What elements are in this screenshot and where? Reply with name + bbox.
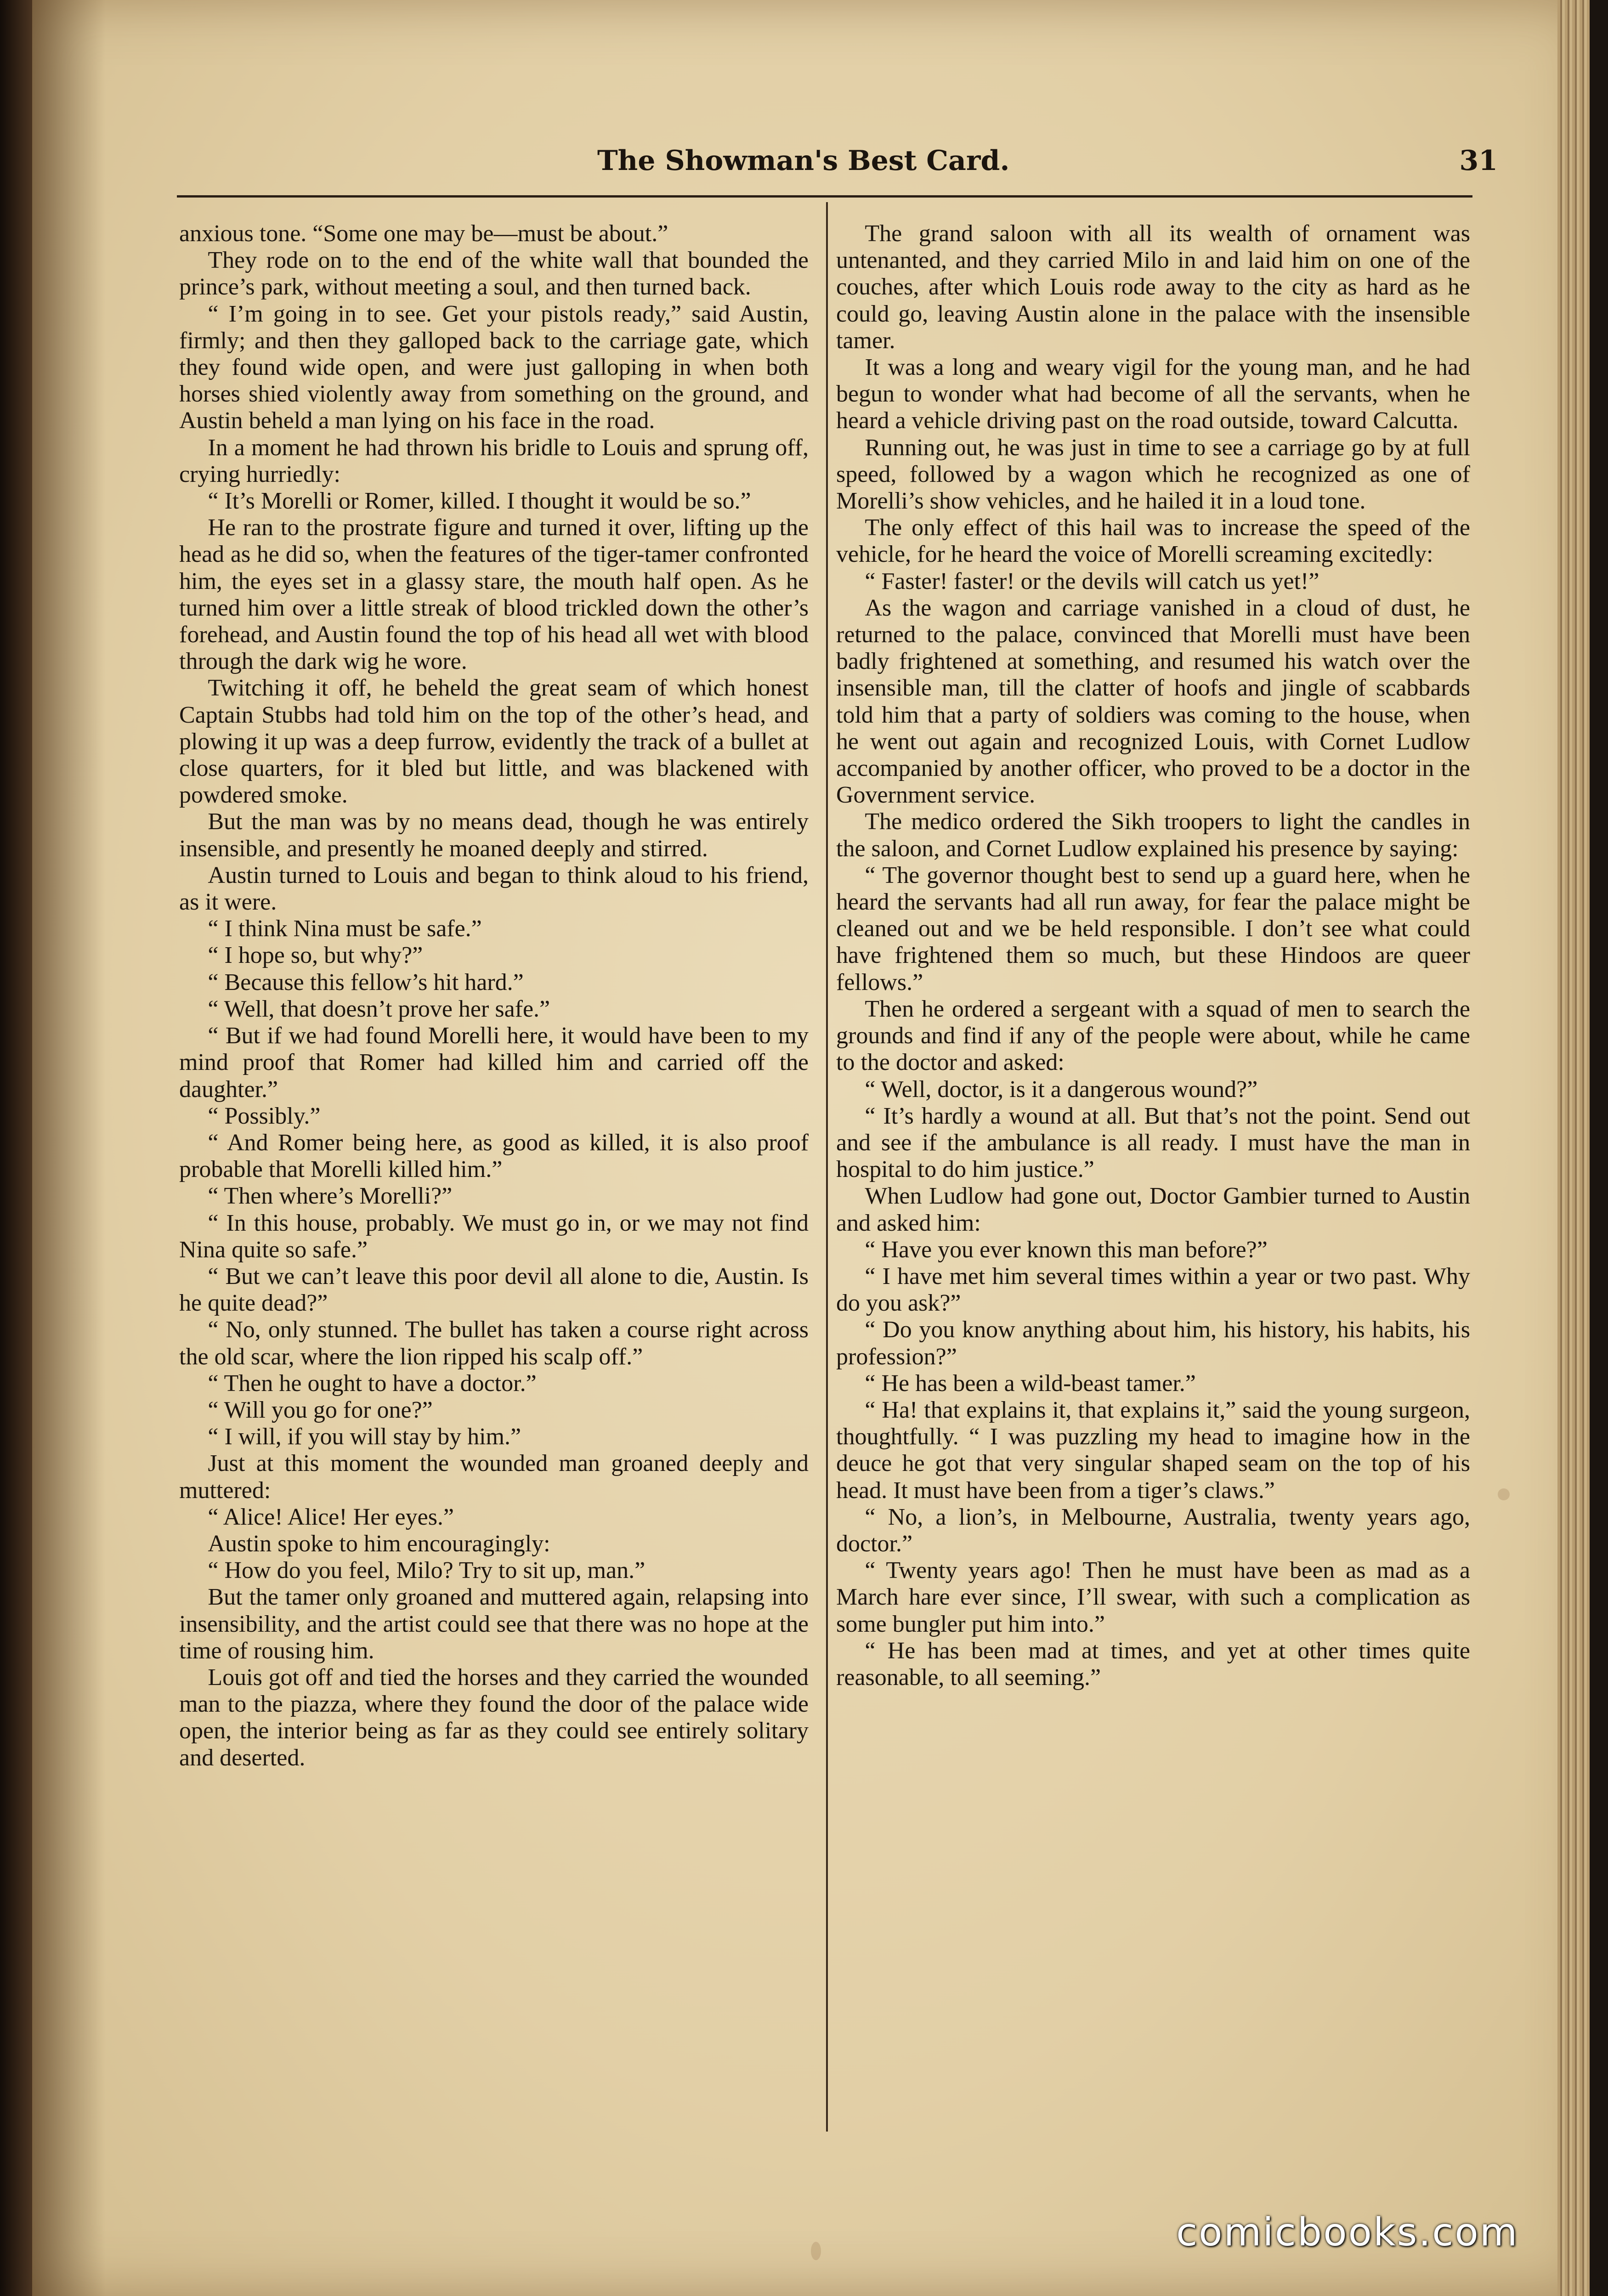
paragraph: “ Well, that doesn’t prove her safe.” [208,995,550,1022]
paragraph: “ I have met him several times within a year or two past. Why do you ask?” [836,1263,1470,1317]
paragraph: “ How do you feel, Milo? Try to sit up, man.” [208,1557,645,1584]
paragraph: “ Have you ever known this man before?” [865,1236,1268,1263]
scan-background-left [0,0,32,2296]
paragraph: Then he ordered a sergeant with a squad of men to search the grounds and find if any of the people were about, while he came to the doctor and asked: [836,995,1470,1076]
ink-spot [811,2242,821,2260]
paragraph: Twitching it off, he beheld the great seam of which honest Captain Stubbs had told him on the top of the other’s head, and plowing it up was a deep furrow, evidently the track of a bullet at close quarters, for it bled but little, and was blackened with powdered smoke. [179,675,809,809]
paragraph: Just at this moment the wounded man groaned deeply and muttered: [179,1450,809,1504]
paragraph: “ Ha! that explains it, that explains it,” said the young surgeon, thoughtfully. “ I was puzzling my head to imagine how in the deuce he got that very singular shaped seam on the top of his head. It must have been from a tiger’s claws.” [836,1397,1470,1504]
page-number: 31 [1459,145,1498,177]
paragraph: But the man was by no means dead, though he was entirely insensible, and presently he moaned deeply and stirred. [179,809,809,862]
paragraph: “ Because this fellow’s hit hard.” [208,969,524,995]
paragraph: The grand saloon with all its wealth of ornament was untenanted, and they carried Milo in and laid him on one of the couches, after which Louis rode away to the city as hard as he could go, leaving Austin alone in the palace with the insensible tamer. [836,221,1470,354]
watermark: comicbooks.com [1176,2210,1519,2255]
paragraph: “ Faster! faster! or the devils will catch us yet!” [865,568,1319,594]
column-divider [826,202,828,2132]
paragraph: “ I hope so, but why?” [208,942,423,969]
page-gutter-shadow [32,0,106,2296]
paragraph: “ Then where’s Morelli?” [208,1183,453,1210]
paragraph: He ran to the prostrate figure and turned it over, lifting up the head as he did so, when the features of the tiger-tamer confronted him, the eyes set in a glassy stare, the mouth half open. As he turned him over a little streak of blood trickled down the other’s forehead, and Austin found the top of his head all wet with blood through the dark wig he wore. [179,515,809,675]
paragraph: anxious tone. “Some one may be—must be about.” [179,221,668,247]
paragraph: “ But if we had found Morelli here, it would have been to my mind proof that Romer had killed him and carried off the daughter.” [179,1023,809,1103]
paragraph: “ It’s Morelli or Romer, killed. I thought it would be so.” [208,488,751,515]
paragraph: When Ludlow had gone out, Doctor Gambier turned to Austin and asked him: [836,1183,1470,1236]
paragraph: “ Will you go for one?” [208,1397,433,1423]
paragraph: “ In this house, probably. We must go in, or we may not find Nina quite so safe.” [179,1210,809,1263]
ink-spot [1498,1488,1510,1500]
paragraph: They rode on to the end of the white wall that bounded the prince’s park, without meeting a soul, and then turned back. [179,247,809,300]
paragraph: “ The governor thought best to send up a guard here, when he heard the servants had all run away, for fear the palace might be cleaned out and we be held responsible. I don’t see what could have frightened them so much, but these Hindoos are queer fellows.” [836,862,1470,995]
paragraph: But the tamer only groaned and muttered again, relapsing into insensibility, and the artist could see that there was no hope at the time of rousing him. [179,1584,809,1664]
paragraph: “ It’s hardly a wound at all. But that’s not the point. Send out and see if the ambulance is all ready. I must have the man in hospital to do him justice.” [836,1103,1470,1183]
paragraph: “ But we can’t leave this poor devil all alone to die, Austin. Is he quite dead?” [179,1263,809,1317]
header-rule [177,195,1472,198]
paragraph: “ Do you know anything about him, his history, his habits, his profession?” [836,1317,1470,1370]
paragraph: “ And Romer being here, as good as killed, it is also proof probable that Morelli killed him.” [179,1129,809,1183]
running-head [597,140,1498,191]
right-column [836,221,1470,1691]
paragraph: In a moment he had thrown his bridle to Louis and sprung off, crying hurriedly: [179,434,809,487]
paragraph: It was a long and weary vigil for the young man, and he had begun to wonder what had become of all the servants, when he heard a vehicle driving past on the road outside, toward Calcutta. [836,354,1470,434]
paragraph: “ I think Nina must be safe.” [208,916,482,942]
left-column [179,221,809,1771]
page-edges [1557,0,1590,2296]
paragraph: As the wagon and carriage vanished in a cloud of dust, he returned to the palace, convinced that Morelli must have been badly frightened at something, and resumed his watch over the insensible man, till the clatter of hoofs and jingle of scabbards told him that a party of soldiers was coming to the house, when he went out again and recognized Louis, with Cornet Ludlow accompanied by another officer, who proved to be a doctor in the Government service. [836,594,1470,809]
paragraph: “ Possibly.” [208,1103,321,1129]
page-title: The Showman's Best Card. [597,145,1010,177]
paragraph: “ Well, doctor, is it a dangerous wound?” [865,1076,1258,1103]
paragraph: “ Then he ought to have a doctor.” [208,1370,537,1397]
paragraph: Running out, he was just in time to see a carriage go by at full speed, followed by a wagon which he recognized as one of Morelli’s show vehicles, and he hailed it in a loud tone. [836,434,1470,515]
paragraph: “ I will, if you will stay by him.” [208,1424,521,1450]
paragraph: The only effect of this hail was to increase the speed of the vehicle, for he heard the voice of Morelli screaming excitedly: [836,515,1470,568]
paragraph: Austin spoke to him encouragingly: [208,1530,550,1557]
paragraph: Austin turned to Louis and began to think aloud to his friend, as it were. [179,862,809,916]
paragraph: “ He has been mad at times, and yet at other times quite reasonable, to all seeming.” [836,1637,1470,1691]
paragraph: “ Alice! Alice! Her eyes.” [208,1504,454,1530]
paragraph: “ No, only stunned. The bullet has taken a course right across the old scar, where the lion ripped his scalp off.” [179,1317,809,1370]
paragraph: “ He has been a wild-beast tamer.” [865,1370,1196,1397]
paragraph: Louis got off and tied the horses and they carried the wounded man to the piazza, where they found the door of the palace wide open, the interior being as far as they could see entirely solitary and deserted. [179,1664,809,1771]
paragraph: “ I’m going in to see. Get your pistols ready,” said Austin, firmly; and then they galloped back to the carriage gate, which they found wide open, and were just galloping in when both horses shied violently away from something on the ground, and Austin beheld a man lying on his face in the road. [179,300,809,434]
paragraph: “ No, a lion’s, in Melbourne, Australia, twenty years ago, doctor.” [836,1504,1470,1557]
paragraph: “ Twenty years ago! Then he must have been as mad as a March hare ever since, I’ll swear, with such a complication as some bungler put him into.” [836,1557,1470,1637]
paragraph: The medico ordered the Sikh troopers to light the candles in the saloon, and Cornet Ludlow explained his presence by saying: [836,809,1470,862]
